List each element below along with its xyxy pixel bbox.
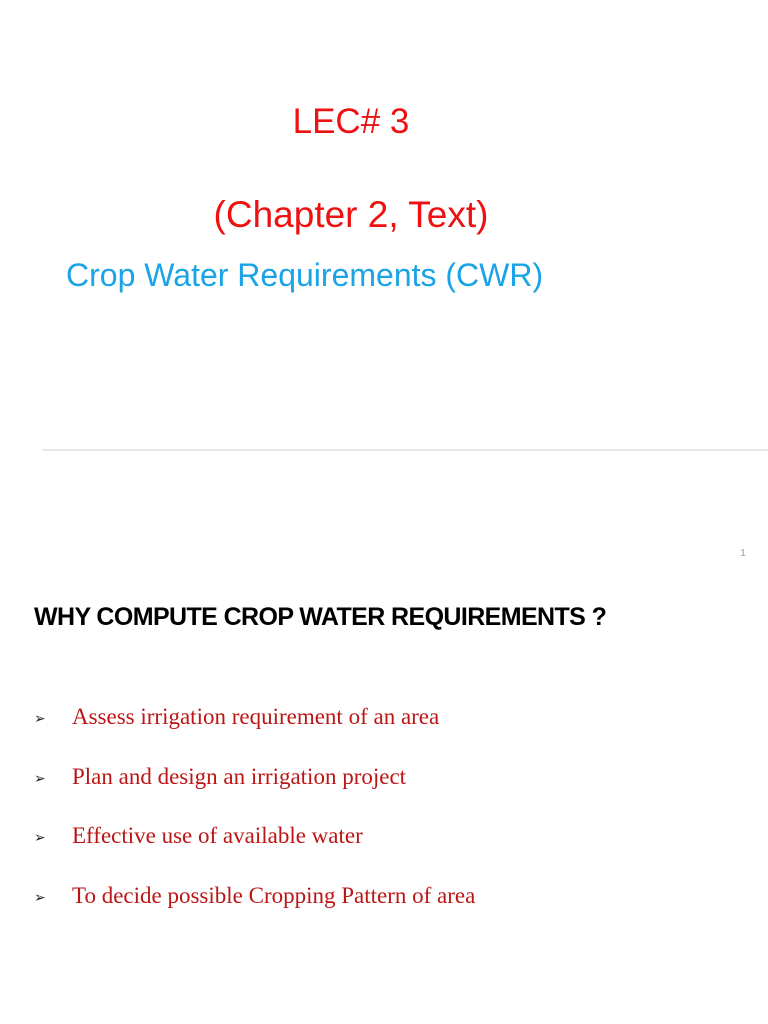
content-slide — [0, 451, 768, 1024]
chapter-reference: (Chapter 2, Text) — [213, 194, 489, 235]
topic-title: Crop Water Requirements (CWR) — [66, 257, 544, 293]
arrow-bullet-icon: ➢ — [34, 769, 46, 786]
bullet-text: Plan and design an irrigation project — [72, 763, 407, 789]
title-slide — [0, 0, 768, 450]
bullet-text: Assess irrigation requirement of an area — [72, 704, 440, 729]
page-number: 1 — [740, 548, 746, 559]
slide-heading: WHY COMPUTE CROP WATER REQUIREMENTS ? — [34, 603, 607, 631]
lecture-number: LEC# 3 — [292, 102, 410, 141]
bullet-text: Effective use of available water — [72, 823, 363, 848]
arrow-bullet-icon: ➢ — [34, 710, 46, 726]
arrow-bullet-icon: ➢ — [34, 888, 46, 905]
arrow-bullet-icon: ➢ — [34, 829, 46, 845]
bullet-text: To decide possible Cropping Pattern of area — [72, 882, 476, 908]
